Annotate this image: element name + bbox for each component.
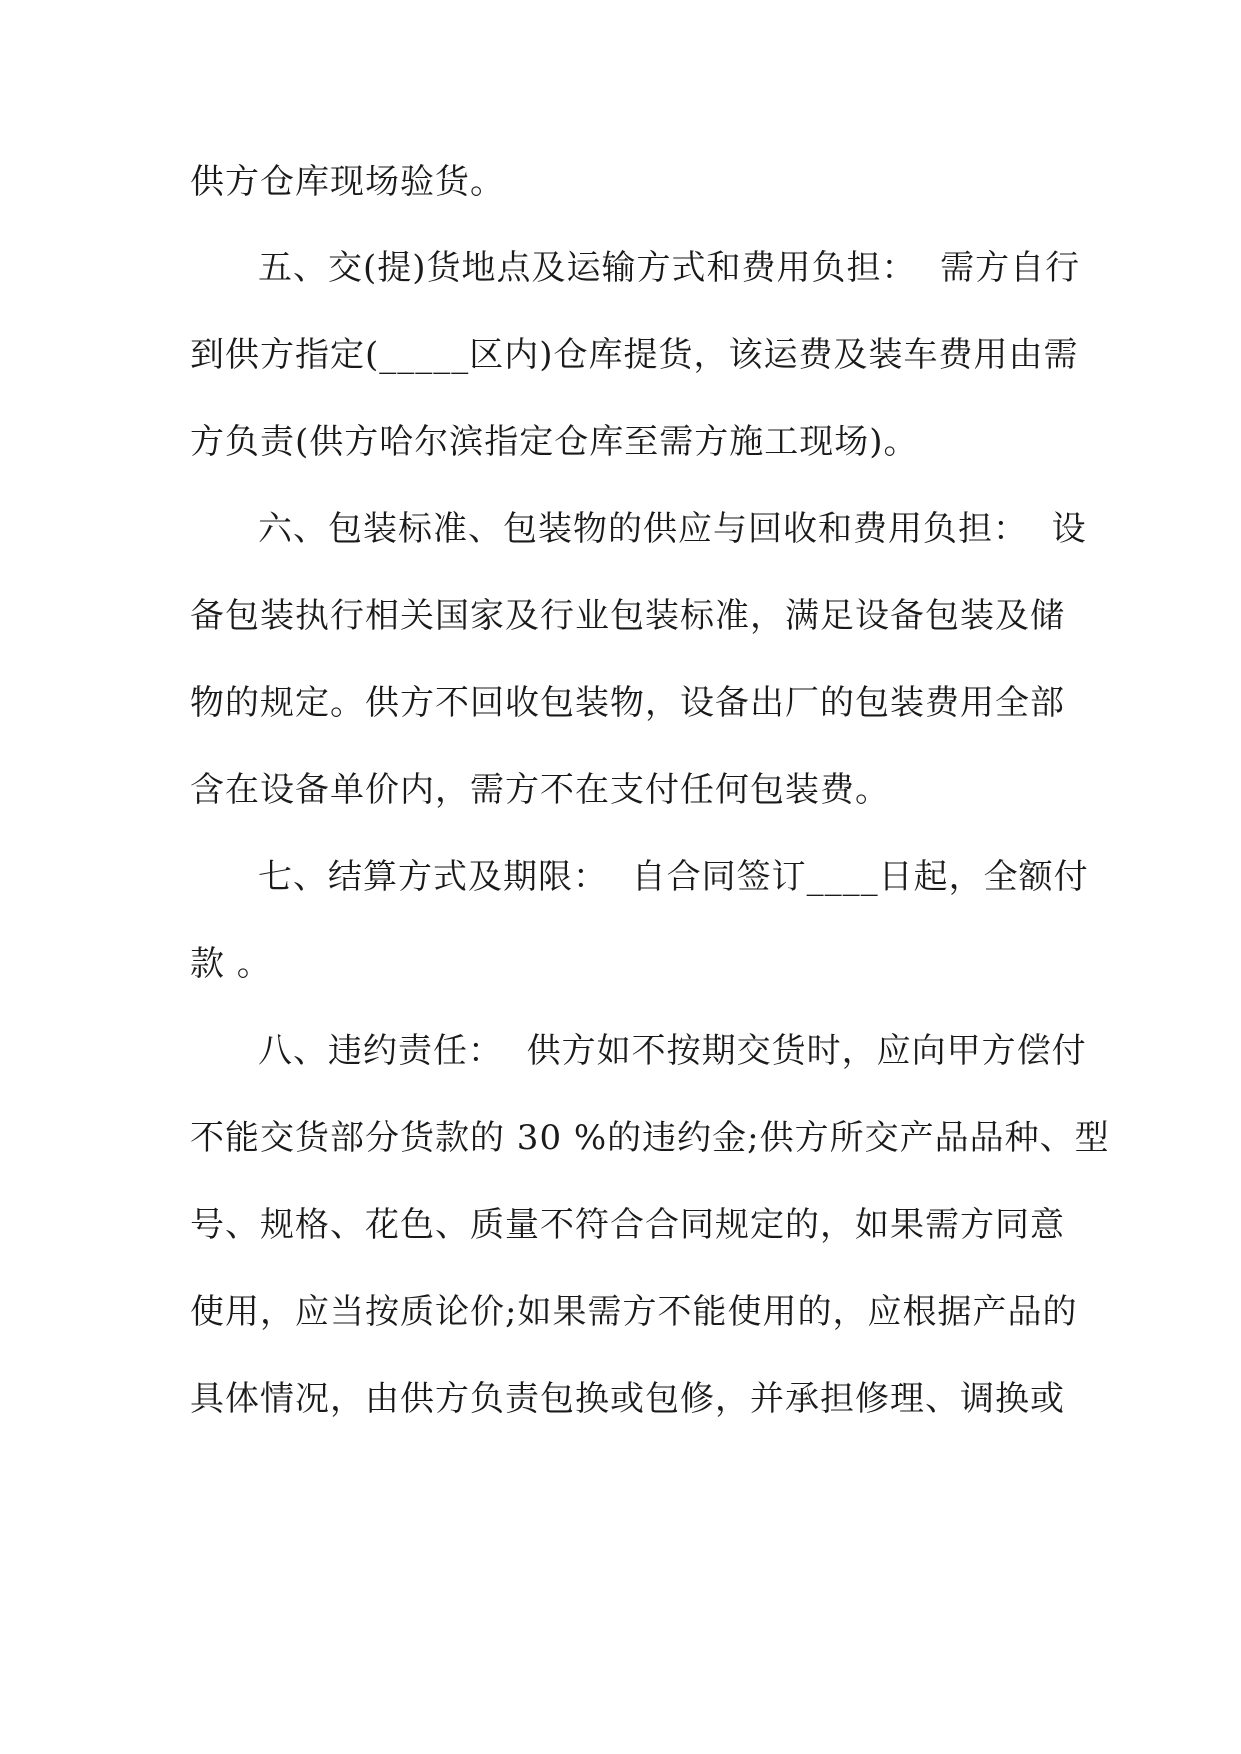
text-line-8: 含在设备单价内，需方不在支付任何包装费。 [190, 770, 890, 810]
text-line-15: 具体情况，由供方负责包换或包修，并承担修理、调换或 [190, 1379, 1065, 1419]
text-line-4: 方负责(供方哈尔滨指定仓库至需方施工现场)。 [190, 422, 919, 462]
text-line-7: 物的规定。供方不回收包装物，设备出厂的包装费用全部 [190, 683, 1065, 723]
text-line-10: 款 。 [190, 944, 272, 984]
text-line-12: 不能交货部分货款的 30 %的违约金;供方所交产品品种、型 [190, 1118, 1110, 1158]
text-line-6: 备包装执行相关国家及行业包装标准，满足设备包装及储 [190, 596, 1065, 636]
section-5-heading-line: 五、交(提)货地点及运输方式和费用负担： 需方自行 [258, 248, 1081, 288]
section-7-heading-line: 七、结算方式及期限： 自合同签订____日起，全额付 [258, 857, 1089, 897]
text-line-13: 号、规格、花色、质量不符合合同规定的，如果需方同意 [190, 1205, 1065, 1245]
text-line-3: 到供方指定(_____区内)仓库提货，该运费及装车费用由需 [190, 335, 1079, 375]
text-line-14: 使用，应当按质论价;如果需方不能使用的，应根据产品的 [190, 1292, 1078, 1332]
section-8-heading-line: 八、违约责任： 供方如不按期交货时，应向甲方偿付 [258, 1031, 1087, 1071]
text-line-1: 供方仓库现场验货。 [190, 162, 505, 202]
section-6-heading-line: 六、包装标准、包装物的供应与回收和费用负担： 设 [258, 509, 1087, 549]
